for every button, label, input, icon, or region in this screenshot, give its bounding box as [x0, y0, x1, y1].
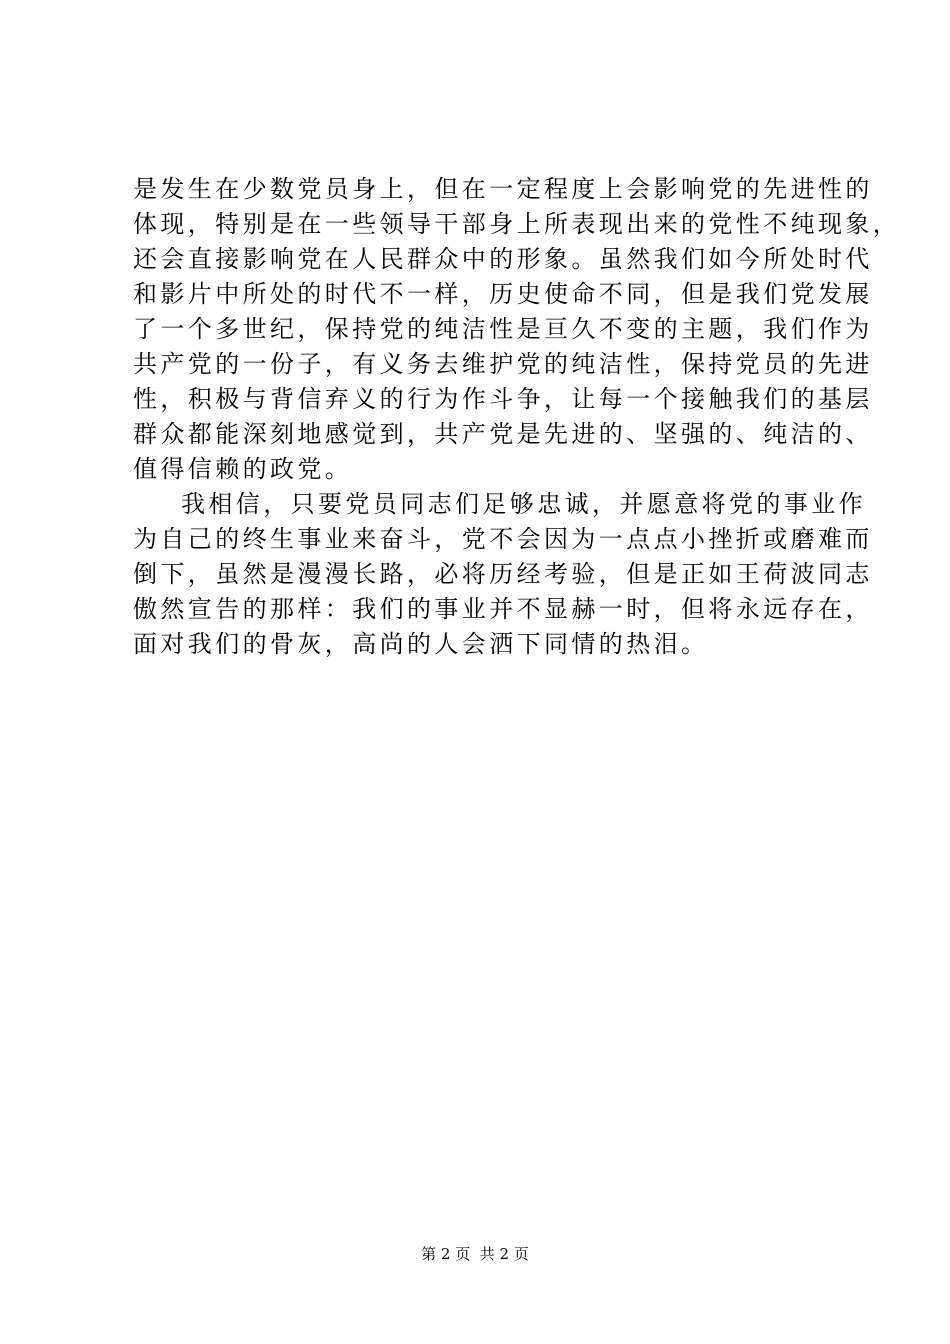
paragraph-1-line: 群众都能深刻地感觉到，共产党是先进的、坚强的、纯洁的、	[133, 420, 873, 448]
paragraph-2-line: 傲然宣告的那样：我们的事业并不显赫一时，但将永远存在，	[133, 595, 873, 623]
paragraph-1-line: 体现，特别是在一些领导干部身上所表现出来的党性不纯现象，	[133, 210, 901, 238]
paragraph-1-line: 共产党的一份子，有义务去维护党的纯洁性，保持党员的先进	[133, 350, 873, 378]
paragraph-1-line: 还会直接影响党在人民群众中的形象。虽然我们如今所处时代	[133, 245, 873, 273]
document-body	[133, 172, 901, 662]
paragraph-1-line: 是发生在少数党员身上，但在一定程度上会影响党的先进性的	[133, 175, 873, 203]
paragraph-2-line: 面对我们的骨灰，高尚的人会洒下同情的热泪。	[133, 630, 709, 658]
page-number-footer: 第 2 页 共 2 页	[421, 1245, 529, 1263]
paragraph-2-line: 为自己的终生事业来奋斗，党不会因为一点点小挫折或磨难而	[133, 525, 873, 553]
paragraph-1-line: 性，积极与背信弃义的行为作斗争，让每一个接触我们的基层	[133, 385, 873, 413]
paragraph-1-line: 和影片中所处的时代不一样，历史使命不同，但是我们党发展	[133, 280, 873, 308]
paragraph-2-line: 倒下，虽然是漫漫长路，必将历经考验，但是正如王荷波同志	[133, 560, 873, 588]
paragraph-2-line: 我相信，只要党员同志们足够忠诚，并愿意将党的事业作	[181, 490, 866, 518]
paragraph-1-line: 了一个多世纪，保持党的纯洁性是亘久不变的主题，我们作为	[133, 315, 873, 343]
paragraph-1-line: 值得信赖的政党。	[133, 455, 353, 483]
